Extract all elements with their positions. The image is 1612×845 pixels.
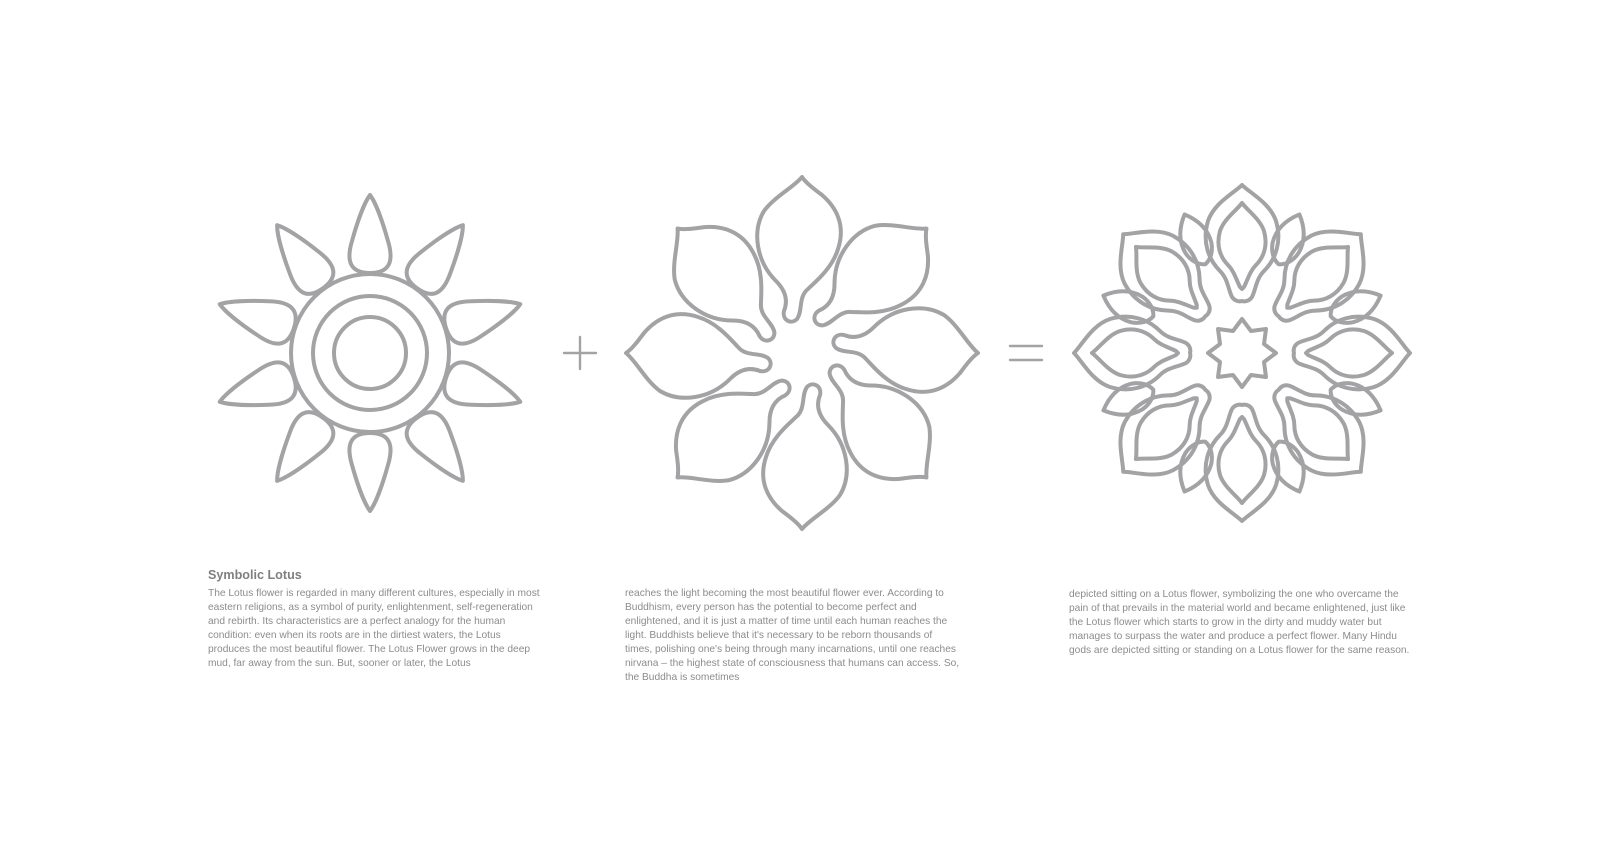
paragraph-part-2: reaches the light becoming the most beautiful flower ever. According to Buddhism, every person has the potential to become perfect and enlightened, and it is just a matter of time until each human reaches the light. Buddhists believe that it's necessary to be reborn thousands of times, polishing one's being through many incarnations, until one reaches nirvana – the highest state of consciousness that humans can access. So, the Buddha is sometimes bbox=[625, 588, 960, 683]
lotus-combined-mandala-icon bbox=[1074, 185, 1410, 521]
paragraph-part-3: depicted sitting on a Lotus flower, symbolizing the one who overcame the pain of that prevails in the material world and became enlightened, just like the Lotus flower which starts to grow in the dirty and muddy water but manages to surpass the water and produce a perfect flower. Many Hindu gods are depicted sitting or standing on a Lotus flower for the same reason. bbox=[1069, 589, 1410, 656]
text-column-1 bbox=[208, 568, 543, 671]
text-column-3 bbox=[1069, 588, 1417, 658]
equals-operator-icon bbox=[1010, 346, 1042, 360]
text-column-2 bbox=[625, 587, 960, 685]
section-title: Symbolic Lotus bbox=[208, 568, 302, 582]
lotus-petal-ring-icon bbox=[213, 195, 526, 511]
lotus-teardrop-petals-icon bbox=[626, 177, 978, 529]
paragraph-part-1: The Lotus flower is regarded in many different cultures, especially in most eastern religions, as a symbol of purity, enlightenment, self-regeneration and rebirth. Its characteristics are a perfect analogy for the human condition: even when its roots are in the dirtiest waters, the Lotus produces the most beautiful flower. The Lotus Flower grows in the deep mud, far away from the sun. But, sooner or later, the Lotus bbox=[208, 588, 540, 669]
plus-operator-icon bbox=[564, 337, 596, 369]
